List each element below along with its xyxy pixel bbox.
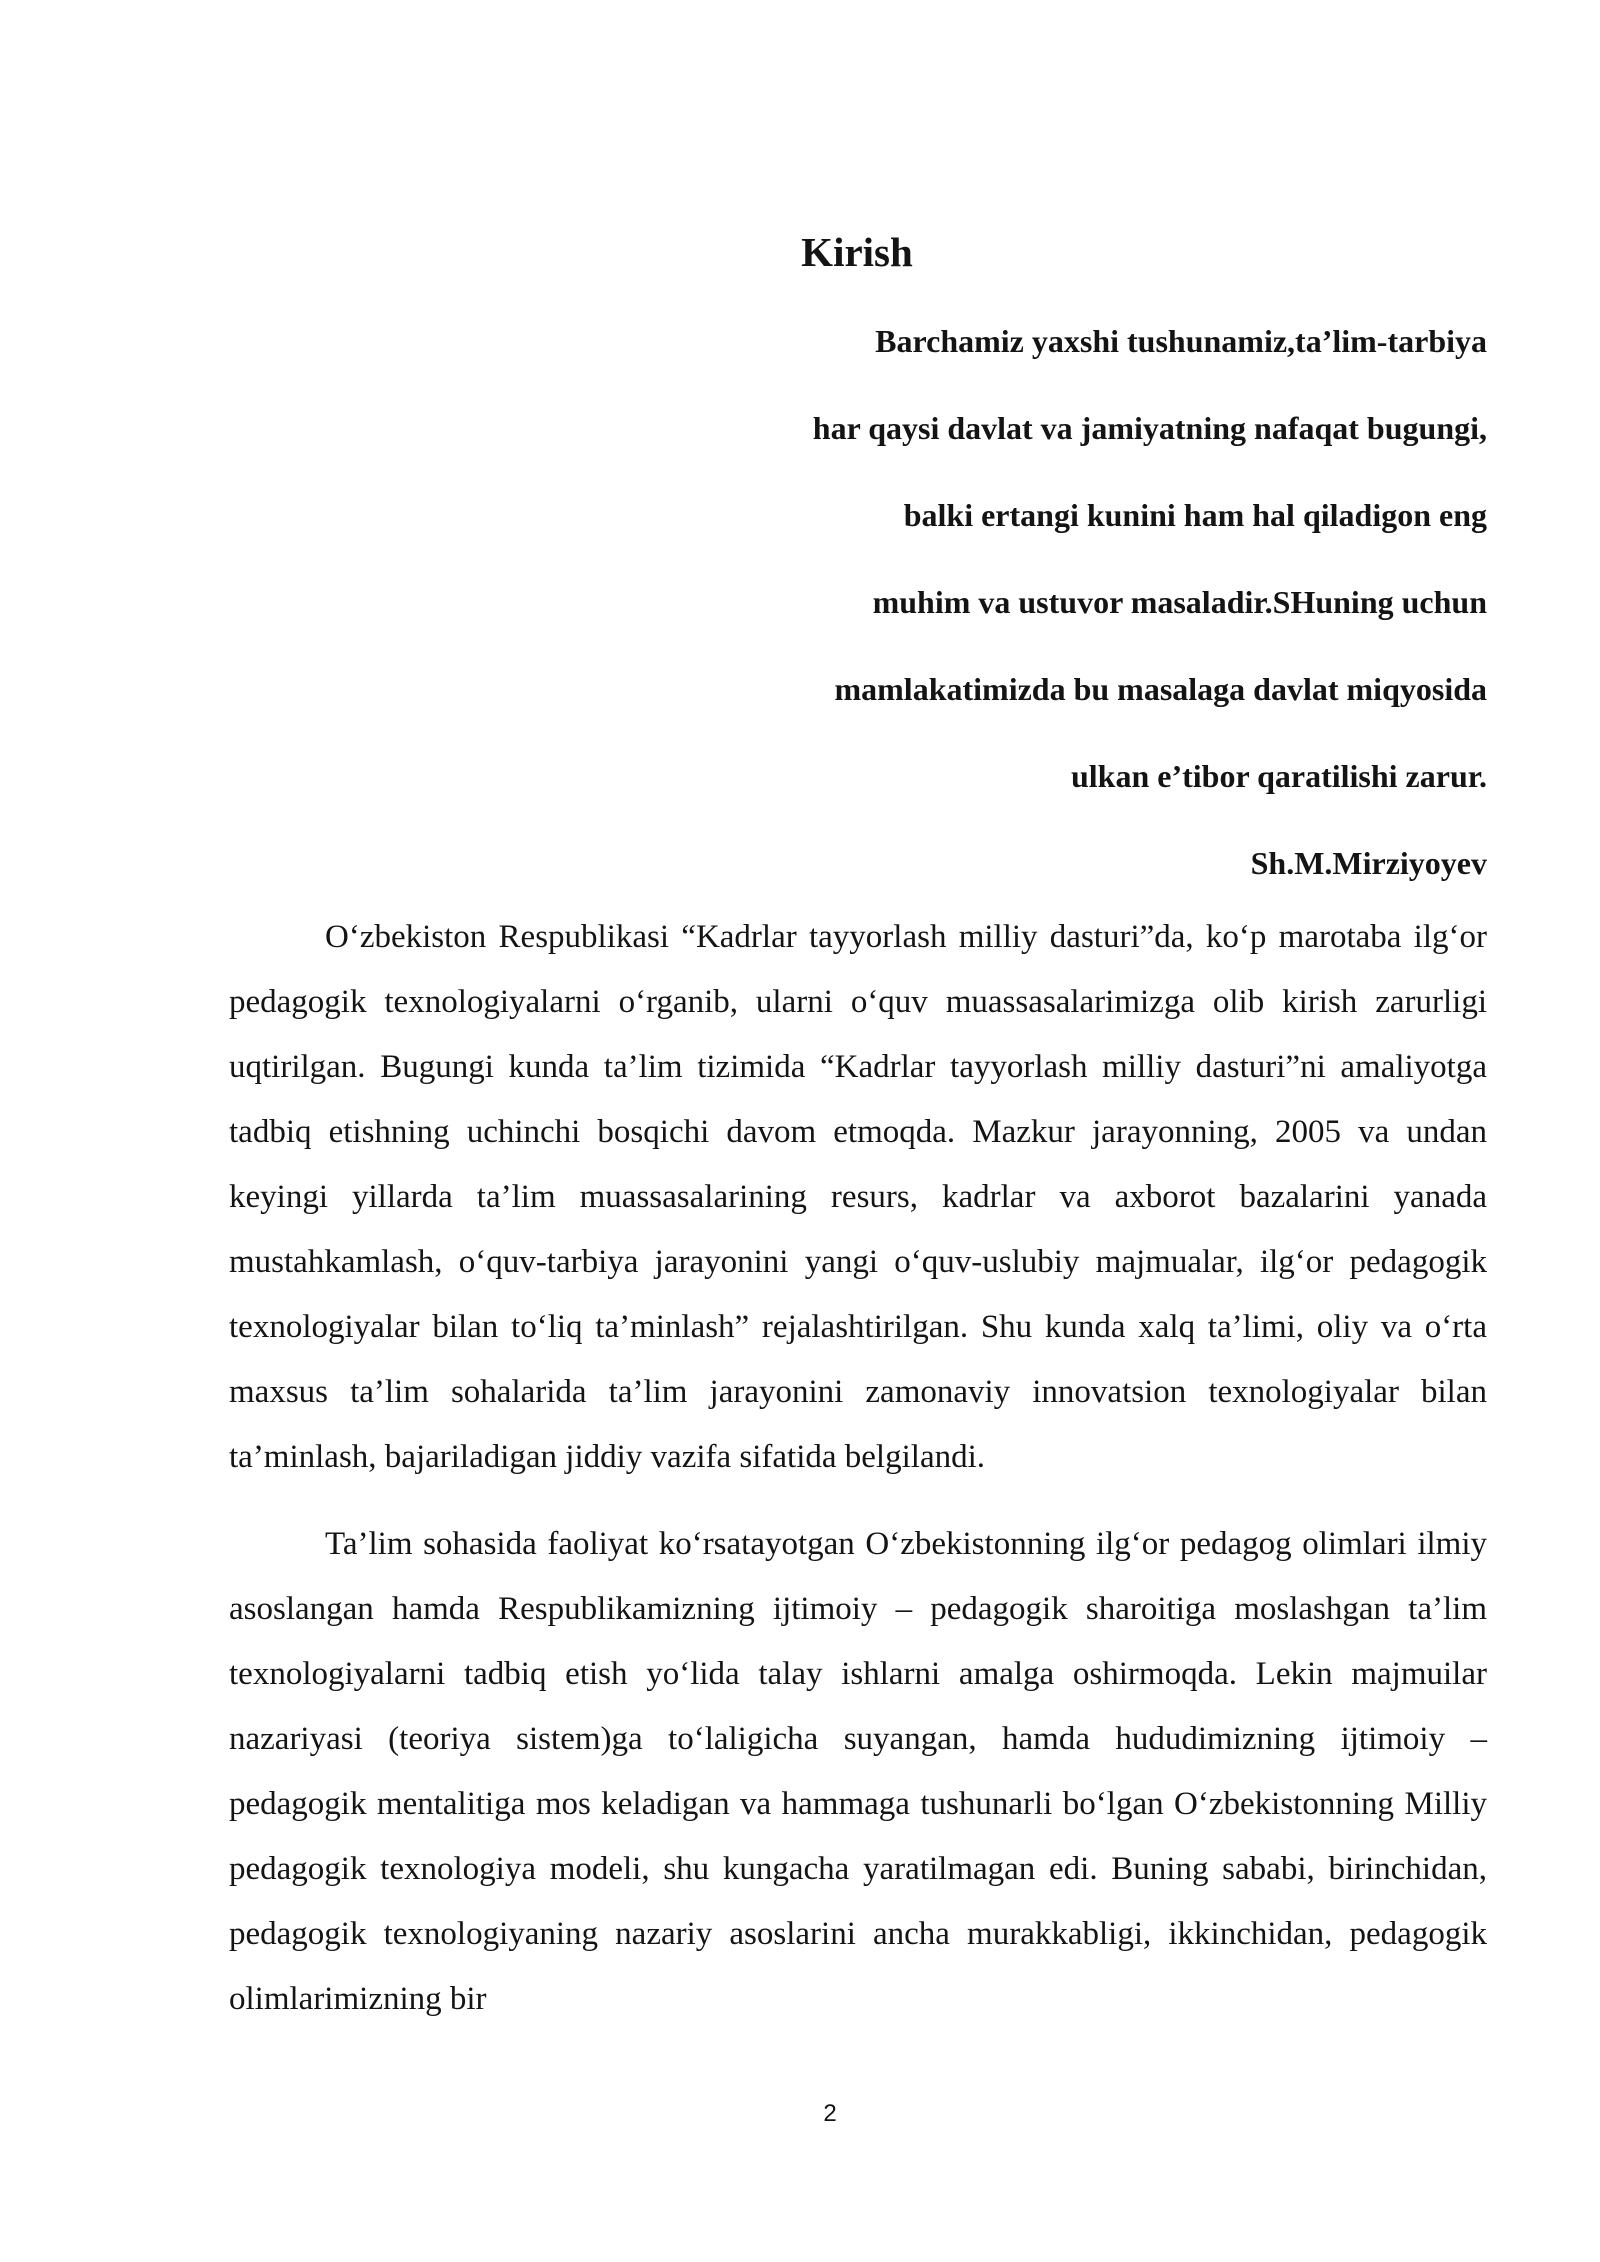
- epigraph-line: ulkan e’tibor qaratilishi zarur.: [1070, 758, 1487, 794]
- epigraph-line: mamlakatimizda bu masalaga davlat miqyosida: [834, 671, 1487, 707]
- section-heading: Kirish: [801, 229, 913, 275]
- epigraph-line: muhim va ustuvor masaladir.SHuning uchun: [872, 584, 1487, 620]
- epigraph-line: har qaysi davlat va jamiyatning nafaqat bugungi,: [812, 410, 1487, 446]
- epigraph-line: Barchamiz yaxshi tushunamiz,ta’lim-tarbiya: [875, 323, 1487, 359]
- body-paragraph: Ta’lim sohasida faoliyat ko‘rsatayotgan O‘zbekistonning ilg‘or pedagog olimlari ilmiy asoslangan hamda Respublikamizning ijtimoiy – pedagogik sharoitiga moslashgan ta’lim texnologiyalarni tadbiq etish yo‘lida talay ishlarni amalga oshirmoqda. Lekin majmuilar nazariyasi (teoriya sistem)ga to‘laligicha suyangan, hamda hududimizning ijtimoiy – pedagogik mentalitiga mos keladigan va hammaga tushunarli bo‘lgan O‘zbekistonning Milliy pedagogik texnologiya modeli, shu kungacha yaratilmagan edi. Buning sababi, birinchidan, pedagogik texnologiyaning nazariy asoslarini ancha murakkabligi, ikkinchidan, pedagogik olimlarimizning bir: [229, 1526, 1487, 2017]
- epigraph-author: Sh.M.Mirziyoyev: [1250, 845, 1487, 881]
- epigraph-quote: [587, 298, 1487, 907]
- epigraph-line: balki ertangi kunini ham hal qiladigon eng: [903, 497, 1487, 533]
- page-number: 2: [823, 2100, 837, 2127]
- body-text: [229, 905, 1487, 2032]
- body-paragraph: O‘zbekiston Respublikasi “Kadrlar tayyorlash milliy dasturi”da, ko‘p marotaba ilg‘or pedagogik texnologiyalarni o‘rganib, ularni o‘quv muassasalarimizga olib kirish zarurligi uqtirilgan. Bugungi kunda ta’lim tizimida “Kadrlar tayyorlash milliy dasturi”ni amaliyotga tadbiq etishning uchinchi bosqichi davom etmoqda. Mazkur jarayonning, 2005 va undan keyingi yillarda ta’lim muassasalarining resurs, kadrlar va axborot bazalarini yanada mustahkamlash, o‘quv-tarbiya jarayonini yangi o‘quv-uslubiy majmualar, ilg‘or pedagogik texnologiyalar bilan to‘liq ta’minlash” rejalashtirilgan. Shu kunda xalq ta’limi, oliy va o‘rta maxsus ta’lim sohalarida ta’lim jarayonini zamonaviy innovatsion texnologiyalar bilan ta’minlash, bajariladigan jiddiy vazifa sifatida belgilandi.: [229, 919, 1487, 1475]
